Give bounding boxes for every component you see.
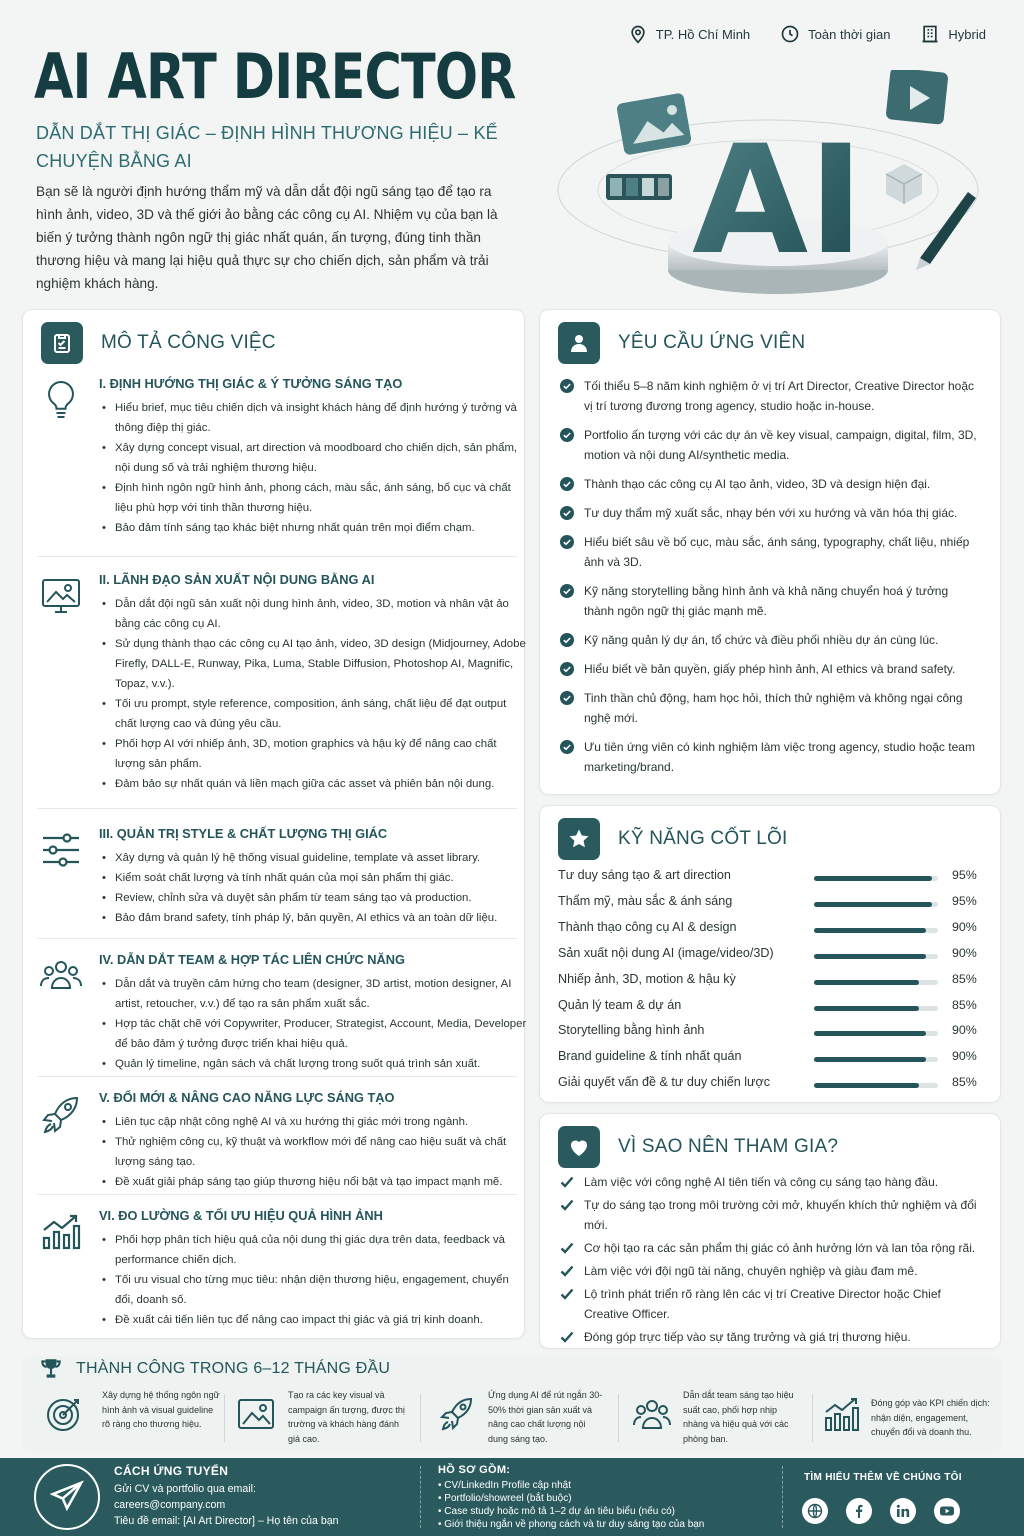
meta-location-text: TP. Hồ Chí Minh bbox=[655, 26, 751, 42]
divider bbox=[420, 1466, 421, 1528]
documents-info bbox=[438, 1464, 704, 1531]
requirements-list bbox=[560, 376, 980, 786]
building-icon bbox=[920, 24, 940, 44]
sliders-icon bbox=[37, 826, 85, 874]
meta-time-text: Toàn thời gian bbox=[808, 26, 891, 42]
list-item: Tự do sáng tạo trong môi trường cởi mở, khuyến khích thử nghiệm và đổi mới. bbox=[560, 1195, 980, 1235]
skill-bar-track bbox=[814, 1057, 938, 1062]
check-circle-icon bbox=[560, 506, 574, 520]
job-description-card bbox=[22, 309, 525, 1339]
check-icon bbox=[560, 1265, 574, 1277]
skill-name: Thành thạo công cụ AI & design bbox=[558, 919, 737, 934]
youtube-icon[interactable] bbox=[934, 1498, 960, 1524]
skill-row bbox=[558, 972, 988, 992]
skill-percent: 85% bbox=[952, 971, 977, 986]
page-title: AI ART DIRECTOR bbox=[34, 40, 516, 113]
rocket-icon bbox=[436, 1394, 476, 1434]
skill-bar-track bbox=[814, 876, 938, 881]
list-item: Làm việc với đội ngũ tài năng, chuyên nghiệp và giàu đam mê. bbox=[560, 1261, 980, 1281]
image-frame-icon bbox=[37, 572, 85, 620]
list-item: Tinh thần chủ động, ham học hỏi, thích thử nghiệm và không ngại công nghệ mới. bbox=[560, 688, 980, 728]
target-icon bbox=[44, 1394, 84, 1434]
skill-percent: 95% bbox=[952, 868, 977, 882]
list-item: • Thử nghiệm công cụ, kỹ thuật và workflow mới để nâng cao hiệu suất và chất lượng sáng tạo. bbox=[99, 1132, 529, 1172]
social-links bbox=[802, 1498, 960, 1524]
skill-bar-track bbox=[814, 980, 938, 985]
clipboard-icon bbox=[41, 322, 83, 364]
list-item: • Bảo đảm brand safety, tính pháp lý, bản quyền, AI ethics và an toàn dữ liệu. bbox=[99, 908, 529, 928]
list-item: • Định hình ngôn ngữ hình ảnh, phong cách, màu sắc, ánh sáng, bố cục và chất liệu phù hợp với tinh thần thương hiệu. bbox=[99, 478, 529, 518]
growth-chart-icon bbox=[822, 1394, 862, 1434]
list-item: • Kiểm soát chất lượng và tính nhất quán của mọi sản phẩm thị giác. bbox=[99, 868, 529, 888]
skill-bar-track bbox=[814, 902, 938, 907]
list-item: • Hiểu brief, mục tiêu chiến dịch và insight khách hàng để định hướng ý tưởng và thông điệp thị giác. bbox=[99, 398, 529, 438]
check-circle-icon bbox=[560, 477, 574, 491]
apply-title: CÁCH ỨNG TUYỂN bbox=[114, 1464, 229, 1478]
skill-bar-fill bbox=[814, 1031, 926, 1036]
success-band bbox=[22, 1356, 1002, 1452]
list-item: Hiểu biết về bản quyền, giấy phép hình ảnh, AI ethics và brand safety. bbox=[560, 659, 980, 679]
job-section-4 bbox=[37, 952, 525, 1072]
success-item-3-text: Ứng dụng AI để rút ngắn 30-50% thời gian sản xuất và nâng cao chất lượng nội dung sáng tạo. bbox=[488, 1390, 603, 1444]
skill-row bbox=[558, 894, 988, 914]
skill-bar-fill bbox=[814, 1057, 926, 1062]
divider bbox=[618, 1394, 619, 1442]
list-item: • Tối ưu visual cho từng mục tiêu: nhận diện thương hiệu, engagement, chuyển đổi, doanh số. bbox=[99, 1270, 529, 1310]
list-item: Tư duy thẩm mỹ xuất sắc, nhạy bén với xu hướng và văn hóa thị giác. bbox=[560, 503, 980, 523]
check-circle-icon bbox=[560, 662, 574, 676]
trophy-icon bbox=[38, 1356, 64, 1382]
why-join-title: VÌ SAO NÊN THAM GIA? bbox=[618, 1136, 839, 1157]
list-item: • Dẫn dắt đội ngũ sản xuất nội dung hình ảnh, video, 3D, motion và nhân vật ảo bằng các công cụ AI. bbox=[99, 594, 529, 634]
skill-row bbox=[558, 920, 988, 940]
list-item: • Case study hoặc mô tả 1–2 dự án tiêu biểu (nếu có) bbox=[438, 1506, 676, 1517]
check-icon bbox=[560, 1288, 574, 1300]
skill-row bbox=[558, 1075, 988, 1095]
divider bbox=[37, 1194, 517, 1195]
divider bbox=[37, 808, 517, 809]
skill-percent: 90% bbox=[952, 945, 977, 960]
list-item: • Sử dụng thành thạo các công cụ AI tạo ảnh, video, 3D design (Midjourney, Adobe Firefly, DALL-E, Runway, Pika, Luma, Stable Diffusion, Photoshop AI, Magnific, Topaz, v.v.). bbox=[99, 634, 529, 694]
list-item: • Hợp tác chặt chẽ với Copywriter, Producer, Strategist, Account, Media, Developer để bảo đảm ý tưởng được triển khai hiệu quả. bbox=[99, 1014, 529, 1054]
page-subtitle: DẪN DẮT THỊ GIÁC – ĐỊNH HÌNH THƯƠNG HIỆU – KỂ CHUYỆN BẰNG AI bbox=[36, 123, 498, 171]
list-item: • Quản lý timeline, ngân sách và chất lượng trong suốt quá trình sản xuất. bbox=[99, 1054, 529, 1074]
skill-bar-track bbox=[814, 928, 938, 933]
skill-name: Storytelling bằng hình ảnh bbox=[558, 1023, 705, 1038]
check-icon bbox=[560, 1176, 574, 1188]
job-section-2-title: II. LÃNH ĐẠO SẢN XUẤT NỘI DUNG BẰNG AI bbox=[99, 572, 375, 587]
skill-row bbox=[558, 1049, 988, 1069]
list-item: • Tối ưu prompt, style reference, composition, ánh sáng, chất liệu để đạt output chất lượng cao và đúng yêu cầu. bbox=[99, 694, 529, 734]
requirements-title: YÊU CẦU ỨNG VIÊN bbox=[618, 332, 806, 353]
skill-row bbox=[558, 946, 988, 966]
list-item: Thành thạo các công cụ AI tạo ảnh, video, 3D và design hiện đại. bbox=[560, 474, 980, 494]
job-section-1-list bbox=[99, 398, 529, 538]
check-circle-icon bbox=[560, 584, 574, 598]
apply-email-link[interactable]: careers@company.com bbox=[114, 1499, 226, 1511]
hero-illustration bbox=[548, 70, 988, 300]
check-circle-icon bbox=[560, 691, 574, 705]
paper-plane-icon bbox=[34, 1464, 100, 1530]
skill-name: Brand guideline & tính nhất quán bbox=[558, 1049, 742, 1064]
skill-name: Nhiếp ảnh, 3D, motion & hậu kỳ bbox=[558, 971, 736, 986]
requirements-header bbox=[558, 322, 805, 364]
skill-bar-fill bbox=[814, 980, 919, 985]
apply-info bbox=[114, 1464, 339, 1529]
success-header bbox=[38, 1356, 390, 1382]
skill-bar-fill bbox=[814, 876, 932, 881]
divider bbox=[420, 1394, 421, 1442]
lightbulb-icon bbox=[37, 376, 85, 424]
heart-icon bbox=[558, 1126, 600, 1168]
check-circle-icon bbox=[560, 428, 574, 442]
list-item: • Đề xuất cải tiến liên tục để nâng cao impact thị giác và giá trị kinh doanh. bbox=[99, 1310, 529, 1330]
list-item: • Phối hợp AI với nhiếp ảnh, 3D, motion graphics và hậu kỳ để nâng cao chất lượng sản phẩm. bbox=[99, 734, 529, 774]
header bbox=[0, 0, 1024, 305]
skill-name: Thẩm mỹ, màu sắc & ánh sáng bbox=[558, 893, 733, 908]
star-icon bbox=[558, 818, 600, 860]
list-item: • Review, chỉnh sửa và duyệt sản phẩm từ team sáng tạo và production. bbox=[99, 888, 529, 908]
globe-icon[interactable] bbox=[802, 1498, 828, 1524]
meta-mode bbox=[920, 24, 986, 44]
meta-time bbox=[780, 24, 890, 44]
team-icon bbox=[37, 952, 85, 1000]
hero-ai-text: AI bbox=[692, 114, 864, 288]
why-join-list bbox=[560, 1172, 980, 1350]
job-section-5-title: V. ĐỔI MỚI & NÂNG CAO NĂNG LỰC SÁNG TẠO bbox=[99, 1090, 395, 1105]
meta-mode-text: Hybrid bbox=[948, 26, 986, 42]
skill-percent: 95% bbox=[952, 893, 977, 908]
requirements-card bbox=[539, 309, 1001, 795]
success-title: THÀNH CÔNG TRONG 6–12 THÁNG ĐẦU bbox=[76, 1360, 391, 1377]
job-section-6 bbox=[37, 1208, 525, 1328]
skill-bar-track bbox=[814, 1031, 938, 1036]
skill-percent: 90% bbox=[952, 1023, 977, 1038]
list-item: Tối thiểu 5–8 năm kinh nghiệm ở vị trí Art Director, Creative Director hoặc vị trí tương đương trong agency, studio hoặc in-house. bbox=[560, 376, 980, 416]
success-item-5 bbox=[822, 1388, 1000, 1448]
job-section-6-list bbox=[99, 1230, 529, 1330]
picture-icon bbox=[236, 1394, 276, 1434]
job-meta bbox=[628, 24, 986, 44]
team-icon bbox=[632, 1394, 672, 1434]
list-item: Cơ hội tạo ra các sản phẩm thị giác có ảnh hưởng lớn và lan tỏa rộng rãi. bbox=[560, 1238, 980, 1258]
success-item-4 bbox=[632, 1388, 822, 1448]
documents-list bbox=[438, 1479, 704, 1531]
skill-bar-fill bbox=[814, 902, 932, 907]
location-pin-icon bbox=[628, 24, 648, 44]
list-item: Hiểu biết sâu về bố cục, màu sắc, ánh sáng, typography, chất liệu, nhiếp ảnh và 3D. bbox=[560, 532, 980, 572]
job-section-3-title: III. QUẢN TRỊ STYLE & CHẤT LƯỢNG THỊ GIÁC bbox=[99, 826, 388, 841]
success-item-1 bbox=[44, 1388, 224, 1448]
check-circle-icon bbox=[560, 633, 574, 647]
rocket-icon bbox=[37, 1090, 85, 1138]
job-section-2-list bbox=[99, 594, 529, 794]
list-item: • Liên tục cập nhật công nghệ AI và xu hướng thị giác mới trong ngành. bbox=[99, 1112, 529, 1132]
documents-title: HỒ SƠ GỒM: bbox=[438, 1464, 511, 1476]
skill-bar-track bbox=[814, 1006, 938, 1011]
skill-name: Quản lý team & dự án bbox=[558, 997, 682, 1012]
skill-percent: 85% bbox=[952, 997, 977, 1012]
skill-bar-fill bbox=[814, 1006, 919, 1011]
skill-row bbox=[558, 1023, 988, 1043]
list-item: Đóng góp trực tiếp vào sự tăng trưởng và giá trị thương hiệu. bbox=[560, 1327, 980, 1347]
divider bbox=[37, 556, 517, 557]
list-item: • Xây dựng và quản lý hệ thống visual guideline, template và asset library. bbox=[99, 848, 529, 868]
list-item: Ưu tiên ứng viên có kinh nghiệm làm việc trong agency, studio hoặc team marketing/brand. bbox=[560, 737, 980, 777]
list-item: Làm việc với công nghệ AI tiên tiến và công cụ sáng tạo hàng đầu. bbox=[560, 1172, 980, 1192]
linkedin-icon[interactable] bbox=[890, 1498, 916, 1524]
job-section-5-list bbox=[99, 1112, 529, 1192]
success-item-5-text: Đóng góp vào KPI chiến dịch: nhận diện, engagement, chuyển đổi và doanh thu. bbox=[871, 1398, 990, 1437]
list-item: Kỹ năng quản lý dự án, tổ chức và điều phối nhiều dự án cùng lúc. bbox=[560, 630, 980, 650]
apply-line: Tiêu đề email: [AI Art Director] – Họ tên của bạn bbox=[114, 1515, 339, 1527]
skill-name: Giải quyết vấn đề & tư duy chiến lược bbox=[558, 1075, 771, 1090]
check-circle-icon bbox=[560, 740, 574, 754]
skill-bar-track bbox=[814, 954, 938, 959]
skill-bar-fill bbox=[814, 954, 926, 959]
list-item: • Bảo đảm tính sáng tạo khác biệt nhưng nhất quán trên mọi điểm chạm. bbox=[99, 518, 529, 538]
skill-bar-track bbox=[814, 1083, 938, 1088]
success-item-1-text: Xây dựng hệ thống ngôn ngữ hình ảnh và visual guideline rõ ràng cho thương hiệu. bbox=[102, 1390, 220, 1429]
skill-row bbox=[558, 998, 988, 1018]
divider bbox=[224, 1394, 225, 1442]
list-item: • Dẫn dắt và truyền cảm hứng cho team (designer, 3D artist, motion designer, AI artist, retoucher, v.v.) để tạo ra sản phẩm xuất sắc. bbox=[99, 974, 529, 1014]
success-item-4-text: Dẫn dắt team sáng tạo hiệu suất cao, phối hợp nhịp nhàng và hiệu quả với các phòng ban. bbox=[683, 1390, 794, 1444]
skill-name: Sản xuất nội dung AI (image/video/3D) bbox=[558, 945, 774, 960]
clock-icon bbox=[780, 24, 800, 44]
check-circle-icon bbox=[560, 535, 574, 549]
list-item: • CV/LinkedIn Profile cập nhật bbox=[438, 1480, 572, 1491]
intro-text: Bạn sẽ là người định hướng thẩm mỹ và dẫn dắt đội ngũ sáng tạo để tạo ra hình ảnh, video, 3D và thế giới ảo bằng các công cụ AI. Nhiệm vụ của bạn là biến ý tưởng thành ngôn ngữ thị giác nhất quán, ấn tượng, đúng tinh thần thương hiệu và mang lại hiệu quả thực sự cho chiến dịch, sản phẩm và trải nghiệm khách hàng. bbox=[36, 184, 498, 291]
skill-bar-fill bbox=[814, 1083, 919, 1088]
divider bbox=[782, 1466, 783, 1528]
job-section-1 bbox=[37, 376, 525, 546]
list-item: • Đảm bảo sự nhất quán và liền mạch giữa các asset và phiên bản nội dung. bbox=[99, 774, 529, 794]
list-item: Kỹ năng storytelling bằng hình ảnh và khả năng chuyển hoá ý tưởng thành ngôn ngữ thị giác mạnh mẽ. bbox=[560, 581, 980, 621]
growth-chart-icon bbox=[37, 1208, 85, 1256]
skill-bar-fill bbox=[814, 928, 926, 933]
success-item-2 bbox=[236, 1388, 416, 1448]
job-section-4-list bbox=[99, 974, 529, 1074]
divider bbox=[37, 1076, 517, 1077]
list-item: • Phối hợp phân tích hiệu quả của nội dung thị giác dựa trên data, feedback và performance chiến dịch. bbox=[99, 1230, 529, 1270]
meta-location bbox=[628, 24, 750, 44]
footer bbox=[0, 1458, 1024, 1536]
why-join-card bbox=[539, 1113, 1001, 1349]
list-item: Lộ trình phát triển rõ ràng lên các vị trí Creative Director hoặc Chief Creative Officer. bbox=[560, 1284, 980, 1324]
skills-card bbox=[539, 805, 1001, 1103]
success-item-3 bbox=[436, 1388, 616, 1448]
check-icon bbox=[560, 1331, 574, 1343]
job-description-title: MÔ TẢ CÔNG VIỆC bbox=[101, 332, 276, 353]
more-title: TÌM HIỂU THÊM VỀ CHÚNG TÔI bbox=[804, 1472, 962, 1483]
job-description-header bbox=[41, 322, 276, 364]
apply-line: Gửi CV và portfolio qua email: bbox=[114, 1483, 256, 1495]
job-section-2 bbox=[37, 572, 525, 792]
why-join-header bbox=[558, 1126, 838, 1168]
list-item: • Portfolio/showreel (bắt buộc) bbox=[438, 1493, 572, 1504]
success-item-2-text: Tạo ra các key visual và campaign ấn tượng, được thị trường và khách hàng đánh giá cao. bbox=[288, 1390, 405, 1444]
user-icon bbox=[558, 322, 600, 364]
skills-title: KỸ NĂNG CỐT LÕI bbox=[618, 828, 788, 849]
skill-percent: 90% bbox=[952, 1049, 977, 1064]
list-item: • Xây dựng concept visual, art direction và moodboard cho chiến dịch, sản phẩm, nội dung số và trải nghiệm thương hiệu. bbox=[99, 438, 529, 478]
check-circle-icon bbox=[560, 379, 574, 393]
divider bbox=[812, 1394, 813, 1442]
job-section-3-list bbox=[99, 848, 529, 928]
list-item: Portfolio ấn tượng với các dự án về key visual, campaign, digital, film, 3D, motion và nội dung AI/synthetic media. bbox=[560, 425, 980, 465]
job-section-3 bbox=[37, 826, 525, 936]
divider bbox=[37, 938, 517, 939]
check-icon bbox=[560, 1242, 574, 1254]
job-section-5 bbox=[37, 1090, 525, 1190]
job-section-6-title: VI. ĐO LƯỜNG & TỐI ƯU HIỆU QUẢ HÌNH ẢNH bbox=[99, 1208, 383, 1223]
job-section-1-title: I. ĐỊNH HƯỚNG THỊ GIÁC & Ý TƯỞNG SÁNG TẠO bbox=[99, 376, 403, 391]
list-item: • Giới thiệu ngắn về phong cách và tư duy sáng tạo của bạn bbox=[438, 1519, 705, 1530]
job-section-4-title: IV. DẪN DẮT TEAM & HỢP TÁC LIÊN CHỨC NĂNG bbox=[99, 952, 405, 967]
more-info bbox=[804, 1472, 962, 1486]
skill-percent: 90% bbox=[952, 919, 977, 934]
skill-name: Tư duy sáng tạo & art direction bbox=[558, 868, 731, 882]
facebook-icon[interactable] bbox=[846, 1498, 872, 1524]
skill-row bbox=[558, 868, 988, 888]
skills-header bbox=[558, 818, 787, 860]
list-item: • Đề xuất giải pháp sáng tạo giúp thương hiệu nổi bật và tạo impact mạnh mẽ. bbox=[99, 1172, 529, 1192]
check-icon bbox=[560, 1199, 574, 1211]
skill-percent: 85% bbox=[952, 1075, 977, 1090]
